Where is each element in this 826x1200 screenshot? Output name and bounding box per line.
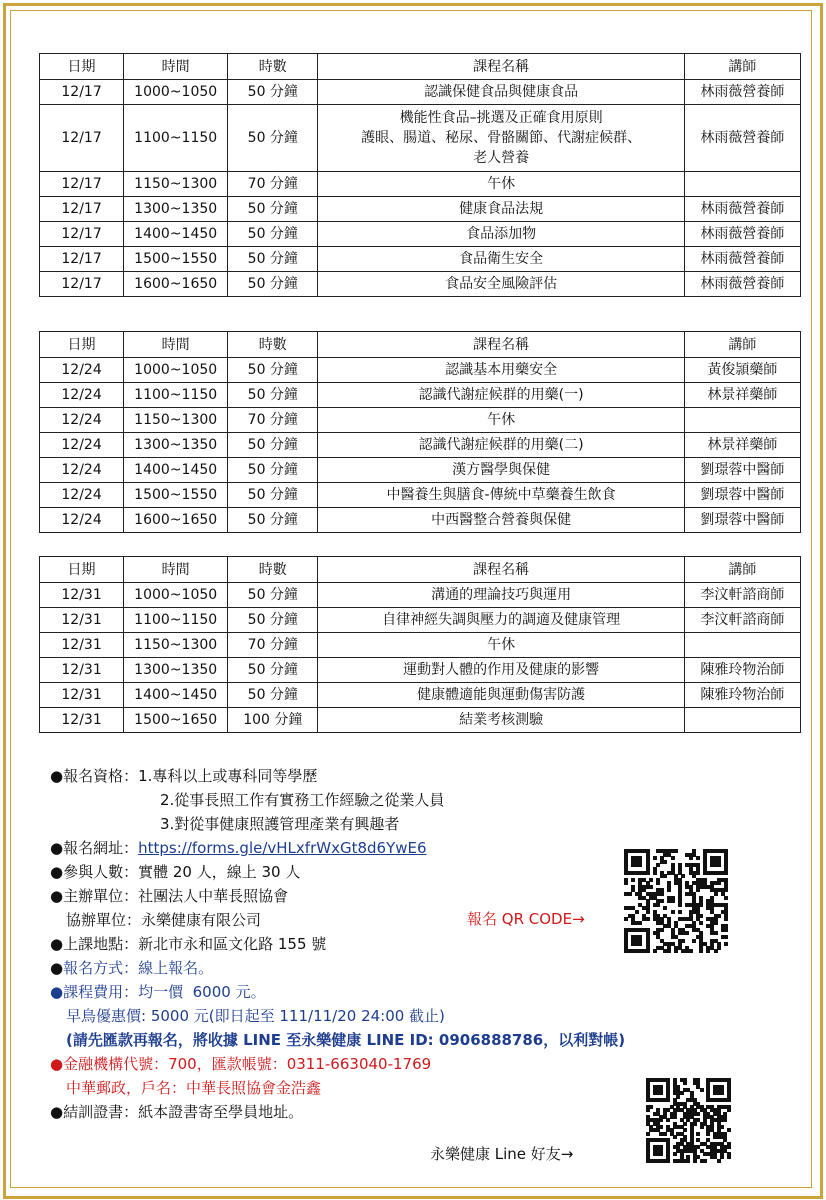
qr-module [659,1091,663,1095]
teacher-cell: 林雨薇營養師 [684,105,800,172]
course-line: 漢方醫學與保健 [452,462,551,478]
date-cell: 12/17 [40,222,124,247]
eligibility-line-3: 3.對從事健康照護管理產業有興趣者 [160,815,400,833]
time-cell: 1150~1300 [124,633,228,658]
date-cell: 12/31 [40,683,124,708]
qr-module [653,949,657,953]
date-cell: 12/31 [40,633,124,658]
course-cell [318,80,684,105]
header-cell: 時數 [228,557,318,583]
date-cell: 12/24 [40,458,124,483]
time-cell: 1150~1300 [124,408,228,433]
qr-module [727,1155,731,1159]
certificate-line: ●結訓證書：紙本證書寄至學員地址。 [50,1103,304,1121]
qr-module [678,910,682,914]
course-line: 運動對人體的作用及健康的影響 [403,662,600,678]
time-cell: 1100~1150 [124,383,228,408]
course-line: 午休 [487,637,516,653]
bank-line: ●金融機構代號：700，匯款帳號：0311-663040-1769 [50,1055,432,1073]
header-cell: 日期 [40,332,124,358]
qr-module [660,899,664,903]
course-line: 老人營養 [473,150,530,166]
teacher-cell: 林雨薇營養師 [684,197,800,222]
hours-cell: 50 分鐘 [228,247,318,272]
fee-line: ●課程費用：均一價 6000 元。 [50,983,266,1001]
qr-module [671,910,675,914]
course-line: 中西醫整合營養與保健 [431,512,572,528]
table-row [40,658,801,683]
qr-module [646,949,650,953]
course-cell [318,658,684,683]
course-line: 午休 [487,176,516,192]
qr-module [717,863,721,867]
course-line: 機能性食品–挑選及正確食用原則 [399,110,603,126]
table-row [40,247,801,272]
qr-module [696,888,700,892]
header-cell: 時間 [124,54,228,80]
qr-module [696,1132,700,1136]
qr-module [673,1115,677,1119]
qr-module [683,1081,687,1085]
qr-module [646,871,650,875]
hours-cell: 50 分鐘 [228,197,318,222]
course-cell [318,608,684,633]
qr-module [681,874,685,878]
qr-module [649,878,653,882]
qr-module [703,1159,707,1163]
date-cell: 12/17 [40,197,124,222]
table-row [40,272,801,297]
course-line: 認識基本用藥安全 [445,362,558,378]
table-row [40,608,801,633]
header-cell: 講師 [684,54,800,80]
qr-module [720,1091,724,1095]
qr-module [646,917,650,921]
time-cell: 1500~1550 [124,483,228,508]
course-line: 結業考核測驗 [459,712,544,728]
qr-module [685,931,689,935]
qr-module [692,939,696,943]
course-line: 認識保健食品與健康食品 [424,84,579,100]
header-cell: 時數 [228,54,318,80]
qr-module [720,1125,724,1129]
teacher-cell: 林雨薇營養師 [684,222,800,247]
course-cell [318,222,684,247]
teacher-cell [684,172,800,197]
course-cell [318,458,684,483]
teacher-cell: 林雨薇營養師 [684,247,800,272]
qr-module [638,921,642,925]
table-row [40,408,801,433]
qr-module [638,863,642,867]
hours-cell: 50 分鐘 [228,608,318,633]
remit-note-line: (請先匯款再報名，將收據 LINE 至永樂健康 LINE ID: 0906888786，以利對帳) [66,1031,626,1049]
time-cell: 1500~1550 [124,247,228,272]
table-header-row [40,54,801,80]
early-bird-line: 早鳥優惠價: 5000 元(即日起至 111/11/20 24:00 截止) [66,1007,445,1025]
teacher-cell: 黃俊頴藥師 [684,358,800,383]
time-cell: 1150~1300 [124,172,228,197]
hours-cell: 50 分鐘 [228,80,318,105]
time-cell: 1600~1650 [124,508,228,533]
qr-module [699,921,703,925]
participants-line: ●參與人數：實體 20 人，線上 30 人 [50,863,301,881]
time-cell: 1600~1650 [124,272,228,297]
qr-module [700,1088,704,1092]
teacher-cell: 李汶軒諮商師 [684,583,800,608]
qr-module [635,910,639,914]
course-cell [318,408,684,433]
table-row [40,583,801,608]
date-cell: 12/31 [40,708,124,733]
qr-module [706,949,710,953]
method-line: ●報名方式：線上報名。 [50,959,214,977]
date-cell: 12/17 [40,172,124,197]
time-cell: 1400~1450 [124,683,228,708]
schedule-table-1217 [39,53,801,297]
hours-cell: 70 分鐘 [228,633,318,658]
qr-module [696,856,700,860]
header-cell: 日期 [40,54,124,80]
qr-module [724,871,728,875]
hours-cell: 50 分鐘 [228,358,318,383]
schedule-table-1231 [39,556,801,733]
qr-module [624,917,628,921]
qr-module [714,921,718,925]
course-cell [318,172,684,197]
header-cell: 時間 [124,332,228,358]
course-cell [318,708,684,733]
header-cell: 日期 [40,557,124,583]
eligibility-line: ●報名資格：1.專科以上或專科同等學歷 [50,767,318,785]
hours-cell: 50 分鐘 [228,508,318,533]
course-line: 食品安全風險評估 [445,276,558,292]
table-row [40,80,801,105]
teacher-cell: 林雨薇營養師 [684,80,800,105]
qr-module [699,949,703,953]
registration-url-line: ●報名網址：https://forms.gle/vHLxfrWxGt8d6YwE6 [50,839,427,857]
time-cell: 1000~1050 [124,583,228,608]
qr-module [689,949,693,953]
co-organizer-line: 協辦單位：永樂健康有限公司 [66,911,262,929]
qr-module [649,885,653,889]
qr-module [723,1118,727,1122]
qr-module [667,949,671,953]
time-cell: 1100~1150 [124,608,228,633]
course-line: 食品添加物 [466,226,537,242]
qr-module [653,856,657,860]
table-row [40,458,801,483]
registration-link[interactable]: https://forms.gle/vHLxfrWxGt8d6YwE6 [138,839,427,857]
course-line: 認識代謝症候群的用藥(二) [418,437,584,453]
table-row [40,197,801,222]
course-cell [318,433,684,458]
course-cell [318,583,684,608]
date-cell: 12/31 [40,658,124,683]
time-cell: 1400~1450 [124,458,228,483]
date-cell: 12/24 [40,358,124,383]
venue-line: ●上課地點：新北市永和區文化路 155 號 [50,935,327,953]
course-cell [318,633,684,658]
course-cell [318,508,684,533]
register-qr-code[interactable] [624,849,728,953]
teacher-cell: 陳雅玲物治師 [684,658,800,683]
qr-module [671,899,675,903]
hours-cell: 50 分鐘 [228,383,318,408]
qr-module [714,892,718,896]
qr-module [724,942,728,946]
date-cell: 12/24 [40,508,124,533]
qr-module [724,935,728,939]
course-cell [318,247,684,272]
header-cell: 課程名稱 [318,332,684,358]
qr-module [717,881,721,885]
date-cell: 12/17 [40,247,124,272]
date-cell: 12/31 [40,583,124,608]
hours-cell: 70 分鐘 [228,408,318,433]
table-row [40,483,801,508]
time-cell: 1000~1050 [124,358,228,383]
hours-cell: 50 分鐘 [228,458,318,483]
table-row [40,172,801,197]
qr-module [656,881,660,885]
qr-module [686,1159,690,1163]
line-qr-caption: 永樂健康 Line 好友→ [430,1145,574,1163]
course-line: 護眼、腸道、秘尿、骨骼關節、代謝症候群、 [361,130,642,146]
qr-module [717,946,721,950]
qr-module [660,928,664,932]
time-cell: 1500~1650 [124,708,228,733]
teacher-cell: 林雨薇營養師 [684,272,800,297]
teacher-cell: 劉璟蓉中醫師 [684,483,800,508]
qr-module [727,1098,731,1102]
qr-module [666,1098,670,1102]
qr-module [727,1128,731,1132]
qr-module [717,914,721,918]
qr-module [724,928,728,932]
course-line: 食品衛生安全 [459,251,544,267]
time-cell: 1400~1450 [124,222,228,247]
date-cell: 12/17 [40,272,124,297]
course-cell [318,197,684,222]
date-cell: 12/31 [40,608,124,633]
table-row [40,508,801,533]
course-cell [318,483,684,508]
time-cell: 1000~1050 [124,80,228,105]
header-cell: 時數 [228,332,318,358]
qr-module [667,888,671,892]
qr-module [714,931,718,935]
date-cell: 12/17 [40,105,124,172]
teacher-cell: 劉璟蓉中醫師 [684,458,800,483]
qr-module [689,856,693,860]
qr-module [678,903,682,907]
table-row [40,633,801,658]
course-cell [318,272,684,297]
schedule-table-1224 [39,331,801,533]
qr-module [696,871,700,875]
eligibility-line-2: 2.從事長照工作有實務工作經驗之從業人員 [160,791,445,809]
qr-module [663,906,667,910]
qr-module [638,942,642,946]
qr-module [674,949,678,953]
teacher-cell [684,633,800,658]
hours-cell: 100 分鐘 [228,708,318,733]
table-row [40,708,801,733]
time-cell: 1300~1350 [124,658,228,683]
teacher-cell: 林景祥藥師 [684,433,800,458]
qr-module [656,903,660,907]
qr-module [663,874,667,878]
organizer-line: ●主辦單位：社團法人中華長照協會 [50,887,289,905]
time-cell: 1100~1150 [124,105,228,172]
qr-module [659,1152,663,1156]
course-cell [318,683,684,708]
teacher-cell: 劉璟蓉中醫師 [684,508,800,533]
qr-module [628,892,632,896]
register-qr-caption: 報名 QR CODE→ [467,910,585,928]
table-row [40,683,801,708]
qr-module [724,888,728,892]
qr-module [649,1105,653,1109]
header-cell: 時間 [124,557,228,583]
qr-module [699,914,703,918]
date-cell: 12/24 [40,408,124,433]
qr-module [656,863,660,867]
qr-module [653,871,657,875]
course-line: 健康食品法規 [459,201,544,217]
course-line: 健康體適能與運動傷害防護 [417,687,586,703]
header-cell: 課程名稱 [318,54,684,80]
header-cell: 課程名稱 [318,557,684,583]
table-header-row [40,557,801,583]
qr-module [683,1128,687,1132]
time-cell: 1300~1350 [124,433,228,458]
teacher-cell [684,708,800,733]
qr-module [674,849,678,853]
teacher-cell: 李汶軒諮商師 [684,608,800,633]
post-line: 中華郵政，戶名：中華長照協會金浩鑫 [66,1079,322,1097]
qr-module [727,1108,731,1112]
course-line: 午休 [487,412,516,428]
course-cell [318,358,684,383]
hours-cell: 50 分鐘 [228,272,318,297]
teacher-cell [684,408,800,433]
hours-cell: 50 分鐘 [228,222,318,247]
hours-cell: 50 分鐘 [228,658,318,683]
hours-cell: 50 分鐘 [228,483,318,508]
date-cell: 12/24 [40,383,124,408]
qr-module [671,856,675,860]
table-row [40,433,801,458]
qr-module [646,910,650,914]
header-cell: 講師 [684,557,800,583]
course-line: 認識代謝症候群的用藥(一) [418,387,584,403]
line-qr-code[interactable] [646,1078,730,1162]
qr-module [699,903,703,907]
header-cell: 講師 [684,332,800,358]
teacher-cell: 陳雅玲物治師 [684,683,800,708]
course-line: 溝通的理論技巧與運用 [431,587,572,603]
qr-module [624,881,628,885]
qr-module [681,939,685,943]
course-line: 自律神經失調與壓力的調適及健康管理 [382,612,621,628]
date-cell: 12/24 [40,483,124,508]
qr-module [659,1125,663,1129]
date-cell: 12/24 [40,433,124,458]
teacher-cell: 林景祥藥師 [684,383,800,408]
hours-cell: 50 分鐘 [228,683,318,708]
hours-cell: 70 分鐘 [228,172,318,197]
course-cell [318,383,684,408]
table-row [40,105,801,172]
table-row [40,222,801,247]
qr-module [660,892,664,896]
hours-cell: 50 分鐘 [228,583,318,608]
course-line: 中醫養生與膳食-傳統中草藥養生飲食 [386,487,616,503]
qr-module [724,917,728,921]
qr-module [714,949,718,953]
table-row [40,358,801,383]
qr-module [631,878,635,882]
qr-module [666,1159,670,1163]
qr-module [727,1145,731,1149]
table-header-row [40,332,801,358]
course-cell [318,105,684,172]
qr-module [663,860,667,864]
qr-module [720,1155,724,1159]
date-cell: 12/17 [40,80,124,105]
time-cell: 1300~1350 [124,197,228,222]
hours-cell: 50 分鐘 [228,433,318,458]
hours-cell: 50 分鐘 [228,105,318,172]
table-row [40,383,801,408]
qr-module [724,896,728,900]
